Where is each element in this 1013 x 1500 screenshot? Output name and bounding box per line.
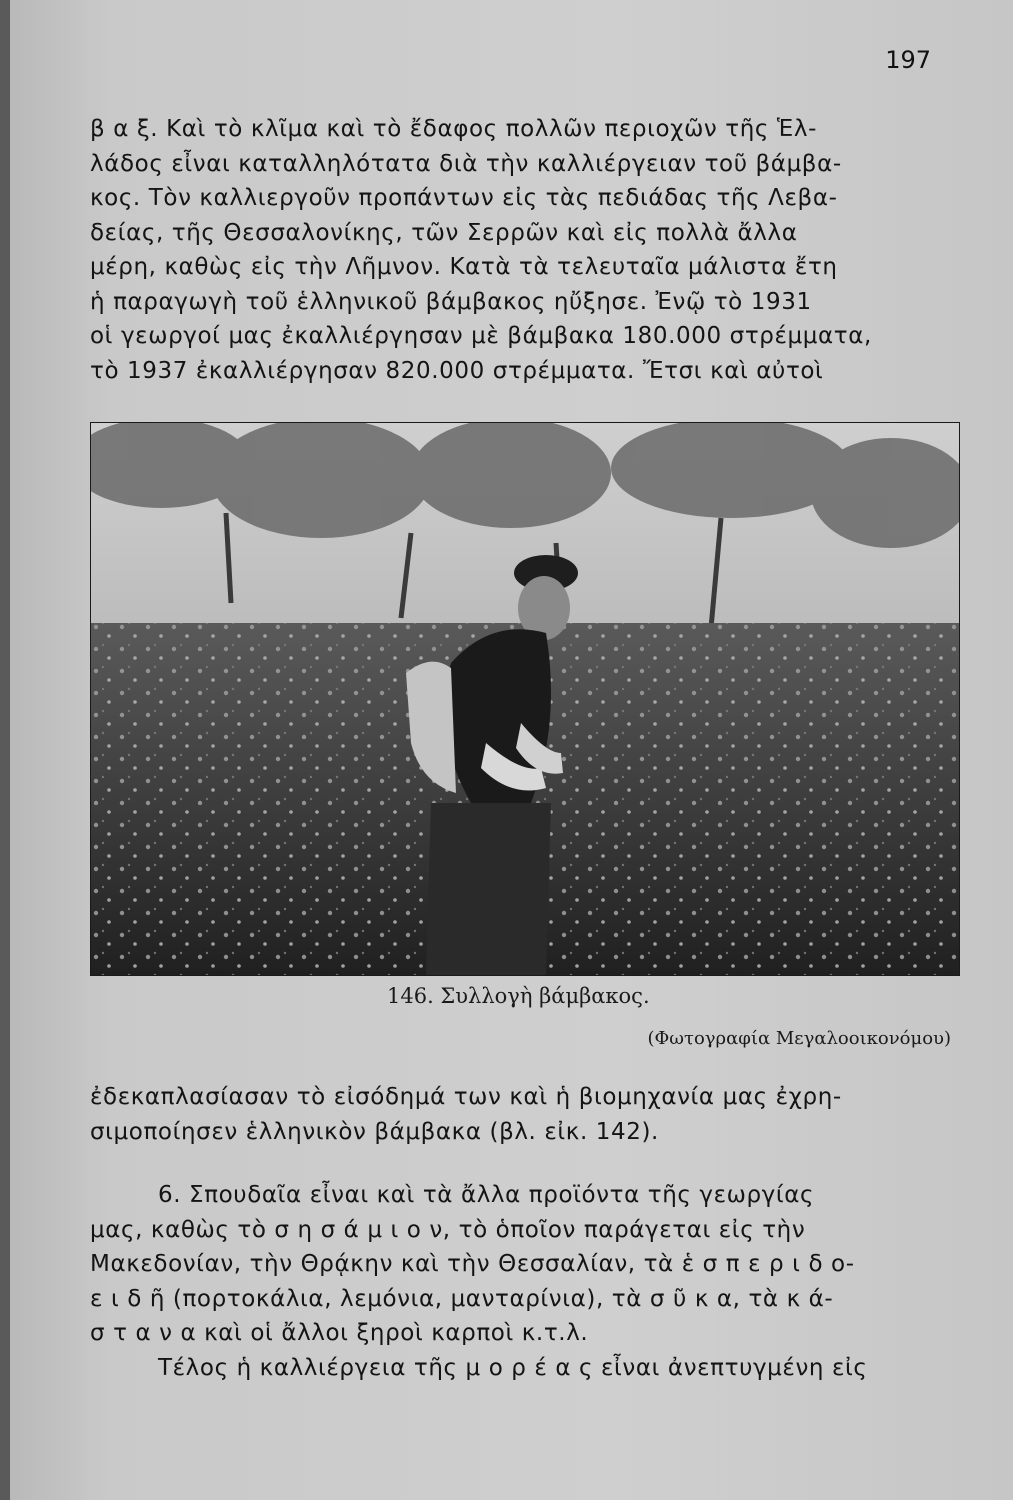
figure-caption: 146. Συλλογὴ βάμβακος. xyxy=(387,984,650,1008)
text-line: λάδος εἶναι καταλληλότατα διὰ τὴν καλλιέργειαν τοῦ βάμβα- xyxy=(90,150,842,177)
text-line: τὸ 1937 ἐκαλλιέργησαν 820.000 στρέμματα. Ἔτσι καὶ αὐτοὶ xyxy=(90,357,824,384)
paragraph-middle xyxy=(90,1080,952,1149)
text-line: 6. Σπουδαῖα εἶναι καὶ τὰ ἄλλα προϊόντα τῆς γεωργίας xyxy=(158,1182,815,1208)
text-line: β α ξ. Καὶ τὸ κλῖμα καὶ τὸ ἔδαφος πολλῶν περιοχῶν τῆς Ἑλ- xyxy=(90,116,817,142)
cotton-harvest-photo xyxy=(90,422,960,976)
text-line: οἱ γεωργοί μας ἐκαλλιέργησαν μὲ βάμβακα 180.000 στρέμματα, xyxy=(90,323,872,349)
text-line: Μακεδονίαν, τὴν Θρᾴκην καὶ τὴν Θεσσαλίαν, τὰ ἑ σ π ε ρ ι δ ο- xyxy=(90,1251,855,1277)
text-line: κος. Τὸν καλλιεργοῦν προπάντων εἰς τὰς πεδιάδας τῆς Λεβα- xyxy=(90,185,838,211)
text-line: μας, καθὼς τὸ σ η σ ά μ ι ο ν, τὸ ὁποῖον παράγεται εἰς τὴν xyxy=(90,1216,806,1243)
text-line: σ τ α ν α καὶ οἱ ἄλλοι ξηροὶ καρποὶ κ.τ.λ. xyxy=(90,1320,589,1346)
book-page xyxy=(10,0,1013,1500)
text-line: Τέλος ἡ καλλιέργεια τῆς μ ο ρ έ α ς εἶναι ἀνεπτυγμένη εἰς xyxy=(158,1354,868,1381)
photo-credit: (Φωτογραφία Μεγαλοοικονόμου) xyxy=(647,1028,951,1049)
text-line: δείας, τῆς Θεσσαλονίκης, τῶν Σερρῶν καὶ εἰς πολλὰ ἄλλα xyxy=(90,219,798,246)
text-line: ἡ παραγωγὴ τοῦ ἑλληνικοῦ βάμβακος ηὔξησε. Ἐνῷ τὸ 1931 xyxy=(90,288,812,315)
paragraph-top xyxy=(90,112,952,388)
page-number: 197 xyxy=(885,46,931,74)
text-line: ἐδεκαπλασίασαν τὸ εἰσόδημά των καὶ ἡ βιομηχανία μας ἐχρη- xyxy=(90,1084,842,1110)
text-line: σιμοποίησεν ἑλληνικὸν βάμβακα (βλ. εἰκ. 142). xyxy=(90,1118,659,1145)
paragraph-bottom xyxy=(90,1178,952,1385)
text-line: ε ι δ ῆ (πορτοκάλια, λεμόνια, μανταρίνια), τὰ σ ῦ κ α, τὰ κ ά- xyxy=(90,1285,834,1312)
text-line: μέρη, καθὼς εἰς τὴν Λῆμνον. Κατὰ τὰ τελευταῖα μάλιστα ἔτη xyxy=(90,254,838,280)
